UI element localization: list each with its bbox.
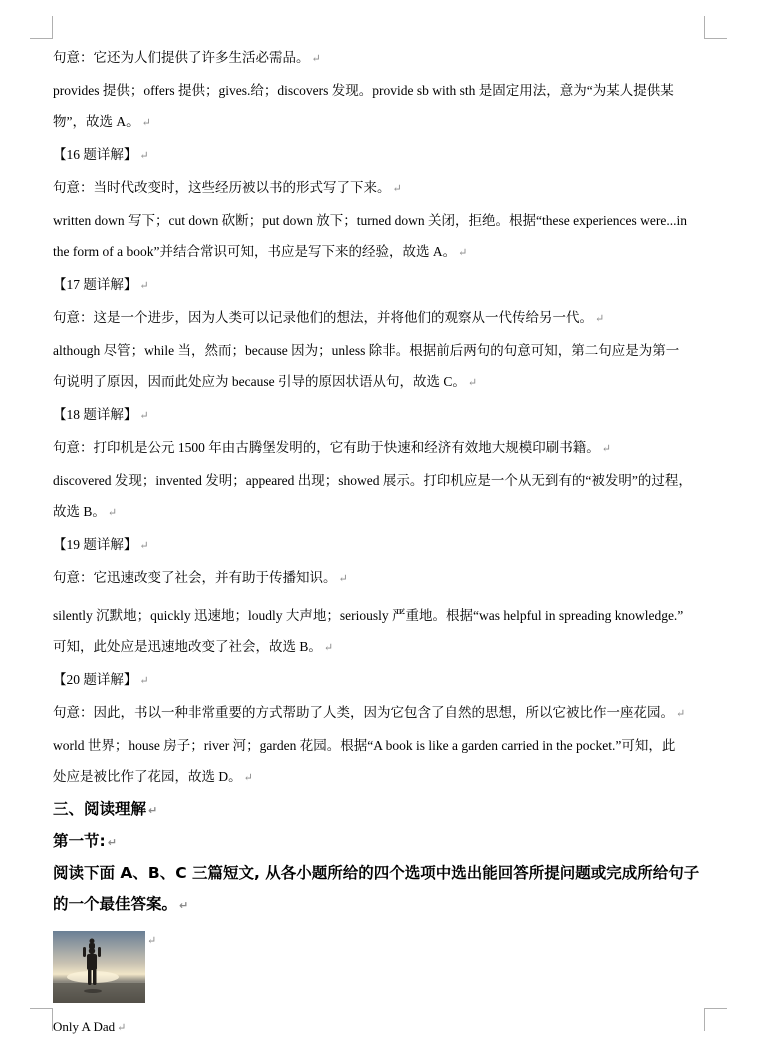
text-line: 处应是被比作了花园，故选 D。 ↵ [53, 769, 253, 784]
text-line: 故选 B。 ↵ [53, 504, 118, 519]
text-line: 句说明了原因，因而此处应为 because 引导的原因状语从句，故选 C。 ↵ [53, 374, 478, 389]
question-heading: 【17 题详解】 ↵ [53, 277, 149, 292]
reading-instruction: 阅读下面 A、B、C 三篇短文, 从各小题所给的四个选项中选出能回答所提问题或完成所给句子的一个最佳答案。 ↵ [53, 864, 700, 913]
text-line: the form of a book”并结合常识可知，书应是写下来的经验，故选 A。 ↵ [53, 244, 468, 259]
passage-photo-row: ↵ [53, 931, 711, 1005]
corner-mark-top-right [704, 16, 727, 39]
text-line: 句意：因此，书以一种非常重要的方式帮助了人类，因为它包含了自然的思想，所以它被比作一座花园。 ↵ [53, 705, 686, 720]
text-line: 句意：它迅速改变了社会，并有助于传播知识。 ↵ [53, 570, 348, 585]
text-line: 句意：它还为人们提供了许多生活必需品。 ↵ [53, 50, 321, 65]
text-line: 句意：打印机是公元 1500 年由古腾堡发明的，它有助于快速和经济有效地大规模印刷书籍。 ↵ [53, 440, 611, 455]
father-child-sunset-photo [53, 931, 145, 1003]
question-heading: 【18 题详解】 ↵ [53, 407, 149, 422]
text-line: provides 提供；offers 提供；gives.给；discovers 发现。provide sb with sth 是固定用法，意为“为某人提供某 [53, 83, 674, 98]
question-heading: 【16 题详解】 ↵ [53, 147, 149, 162]
section-title: 三、阅读理解 ↵ [53, 800, 158, 818]
subsection-title: 第一节: ↵ [53, 832, 117, 850]
text-line: although 尽管；while 当，然而；because 因为；unless 除非。根据前后两句的句意可知，第二句应是为第一 [53, 343, 680, 358]
text-line: 句意：当时代改变时，这些经历被以书的形式写了下来。 ↵ [53, 180, 402, 195]
question-heading: 【19 题详解】 ↵ [53, 537, 149, 552]
text-line: discovered 发现；invented 发明；appeared 出现；showed 展示。打印机应是一个从无到有的“被发明”的过程， [53, 473, 692, 488]
text-line: 物”，故选 A。 ↵ [53, 114, 151, 129]
text-line: written down 写下；cut down 砍断；put down 放下；turned down 关闭，拒绝。根据“these experiences were...in [53, 213, 688, 228]
document-body [53, 42, 711, 1038]
question-heading: 【20 题详解】 ↵ [53, 672, 149, 687]
text-line: world 世界；house 房子；river 河；garden 花园。根据“A book is like a garden carried in the pocket.”可知，此 [53, 738, 676, 753]
text-line: 句意：这是一个进步，因为人类可以记录他们的想法，并将他们的观察从一代传给另一代。 ↵ [53, 310, 605, 325]
passage-title: Only A Dad ↵ [53, 1019, 127, 1034]
corner-mark-bottom-left [30, 1008, 53, 1031]
corner-mark-top-left [30, 16, 53, 39]
text-line: silently 沉默地；quickly 迅速地；loudly 大声地；seriously 严重地。根据“was helpful in spreading knowledge.” [53, 608, 684, 623]
text-line: 可知，此处应是迅速地改变了社会，故选 B。 ↵ [53, 639, 334, 654]
